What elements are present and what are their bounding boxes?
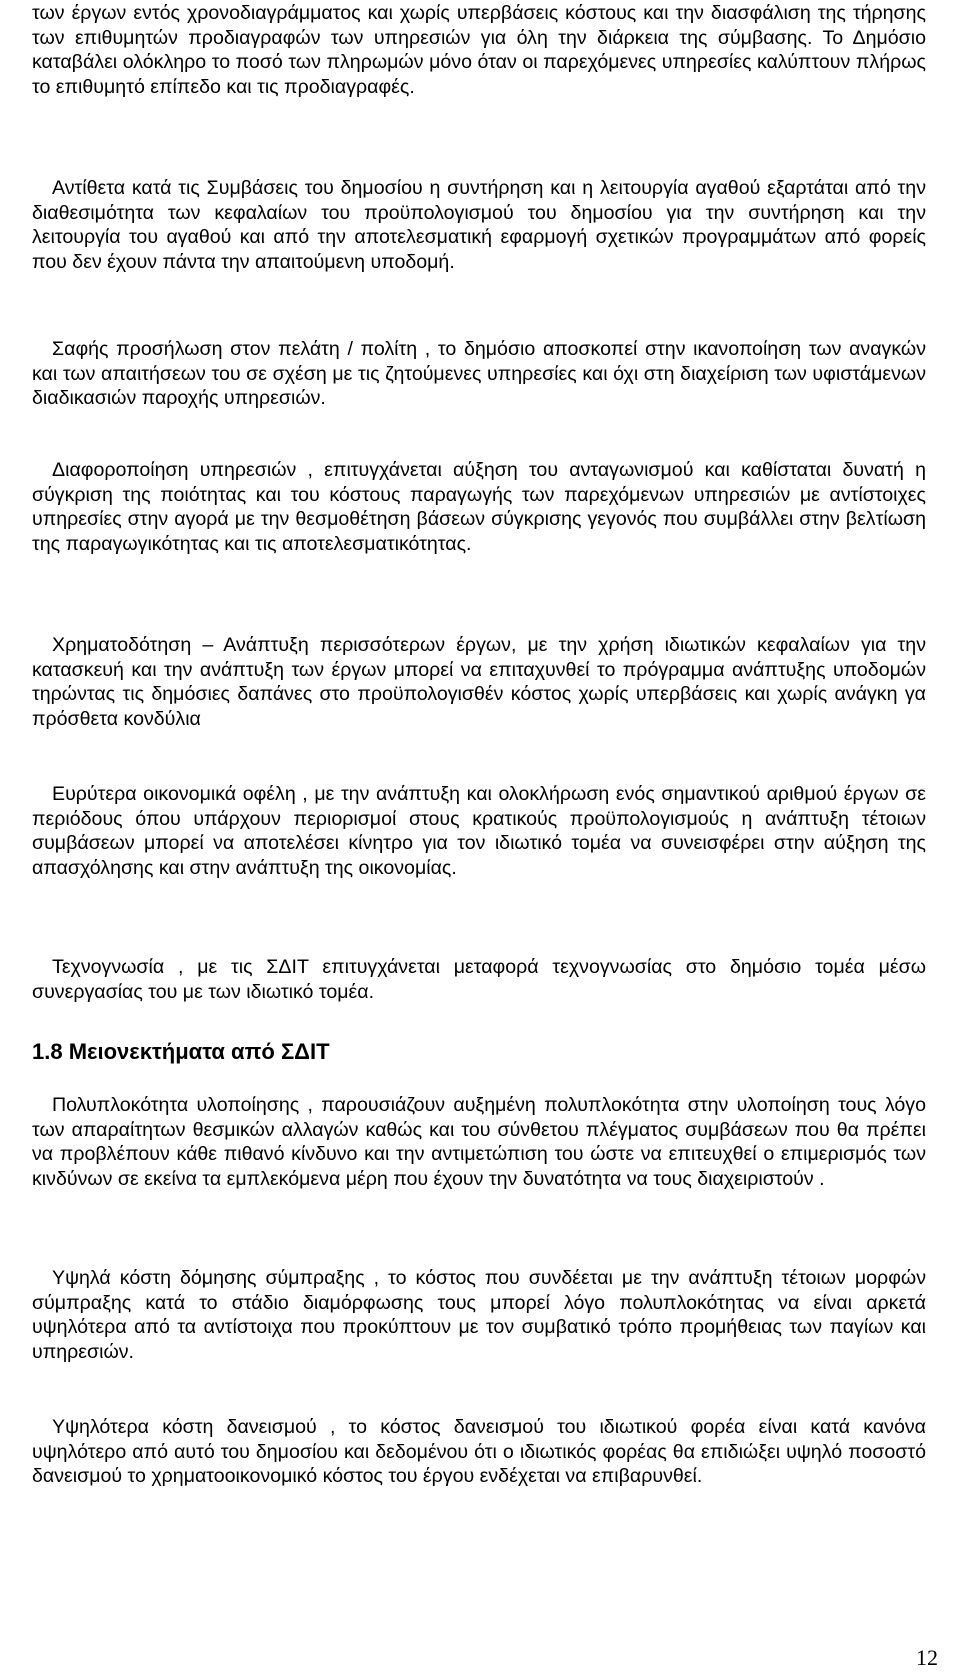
paragraph-customer-focus: Σαφής προσήλωση στον πελάτη / πολίτη , το δημόσιο αποσκοπεί στην ικανοποίηση των αναγκών και των απαιτήσεων του σε σχέση με τις ζητούμενες υπηρεσίες και όχι στη διαχείριση των υφιστάμενων διαδικασιών παροχής υπηρεσιών. xyxy=(32,338,926,410)
paragraph-service-differentiation: Διαφοροποίηση υπηρεσιών , επιτυγχάνεται αύξηση του ανταγωνισμού και καθίσταται δυνατή η σύγκριση της ποιότητας και του κόστους παραγωγής των παρεχόμενων υπηρεσιών με αντίστοιχες υπηρεσίες στην αγορά με την θεσμοθέτηση βάσεων σύγκρισης γεγονός που συμβάλλει στην βελτίωση της παραγωγικότητας και τις αποτελεσματικότητας. xyxy=(32,459,926,555)
paragraph-payment-conditions: των έργων εντός χρονοδιαγράμματος και χωρίς υπερβάσεις κόστους και την διασφάλιση της τήρησης των επιθυμητών προδιαγραφών των υπηρεσιών για όλη την διάρκεια της σύμβασης. Το Δημόσιο καταβάλει ολόκληρο το ποσό των πληρωμών μόνο όταν οι παρεχόμενες υπηρεσίες καλύπτουν πλήρως το επιθυμητό επίπεδο και τις προδιαγραφές. xyxy=(32,2,926,98)
paragraph-economic-benefits: Ευρύτερα οικονομικά οφέλη , με την ανάπτυξη και ολοκλήρωση ενός σημαντικού αριθμού έργων σε περιόδους όπου υπάρχουν περιορισμοί στους κρατικούς προϋπολογισμούς η ανάπτυξη τέτοιων συμβάσεων μπορεί να αποτελέσει κίνητρο για τον ιδιωτικό τομέα να συνεισφέρει στην αύξηση της απασχόλησης και στην ανάπτυξη της οικονομίας. xyxy=(32,783,926,879)
paragraph-know-how: Τεχνογνωσία , με τις ΣΔΙΤ επιτυγχάνεται μεταφορά τεχνογνωσίας στο δημόσιο τομέα μέσω συνεργασίας του με των ιδιωτικό τομέα. xyxy=(32,956,926,1003)
section-heading: 1.8 Μειονεκτήματα από ΣΔΙΤ xyxy=(32,1039,330,1064)
paragraph-financing: Χρηματοδότηση – Ανάπτυξη περισσότερων έργων, με την χρήση ιδιωτικών κεφαλαίων για την κατασκευή και την ανάπτυξη των έργων μπορεί να επιταχυνθεί το πρόγραμμα ανάπτυξης υποδομών τηρώντας τις δημόσιες δαπάνες στο προϋπολογισθέν κόστος χωρίς υπερβάσεις και χωρίς ανάγκη γα πρόσθετα κονδύλια xyxy=(32,634,926,730)
paragraph-high-costs: Υψηλά κόστη δόμησης σύμπραξης , το κόστος που συνδέεται με την ανάπτυξη τέτοιων μορφών σύμπραξης κατά το στάδιο διαμόρφωσης τους μπορεί λόγο πολυπλοκότητας να είναι αρκετά υψηλότερα από τα αντίστοιχα που προκύπτουν με τον συμβατικό τρόπο προμήθειας των παγίων και υπηρεσιών. xyxy=(32,1267,926,1363)
paragraph-complexity: Πολυπλοκότητα υλοποίησης , παρουσιάζουν αυξημένη πολυπλοκότητα στην υλοποίηση τους λόγο των απαραίτητων θεσμικών αλλαγών καθώς και του σύνθετου πλέγματος συμβάσεων που θα πρέπει να προβλέπουν κάθε πιθανό κίνδυνο και την αντιμετώπιση του ώστε να επιτευχθεί ο επιμερισμός των κινδύνων σε εκείνα τα εμπλεκόμενα μέρη που έχουν την δυνατότητα να τους διαχειριστούν . xyxy=(32,1094,926,1190)
page-number: 12 xyxy=(916,1645,938,1670)
paragraph-public-contracts: Αντίθετα κατά τις Συμβάσεις του δημοσίου η συντήρηση και η λειτουργία αγαθού εξαρτάται από την διαθεσιμότητα των κεφαλαίων του προϋπολογισμού του δημοσίου για την συντήρηση και την λειτουργία του αγαθού και από την αποτελεσματική εφαρμογή σχετικών προγραμμάτων από φορείς που δεν έχουν πάντα την απαιτούμενη υποδομή. xyxy=(32,177,926,273)
paragraph-borrowing-costs: Υψηλότερα κόστη δανεισμού , το κόστος δανεισμού του ιδιωτικού φορέα είναι κατά κανόνα υψηλότερο από αυτό του δημοσίου και δεδομένου ότι ο ιδιωτικός φορέας θα επιδιώξει υψηλό ποσοστό δανεισμού το χρηματοοικονομικό κόστος του έργου ενδέχεται να επιβαρυνθεί. xyxy=(32,1416,926,1488)
